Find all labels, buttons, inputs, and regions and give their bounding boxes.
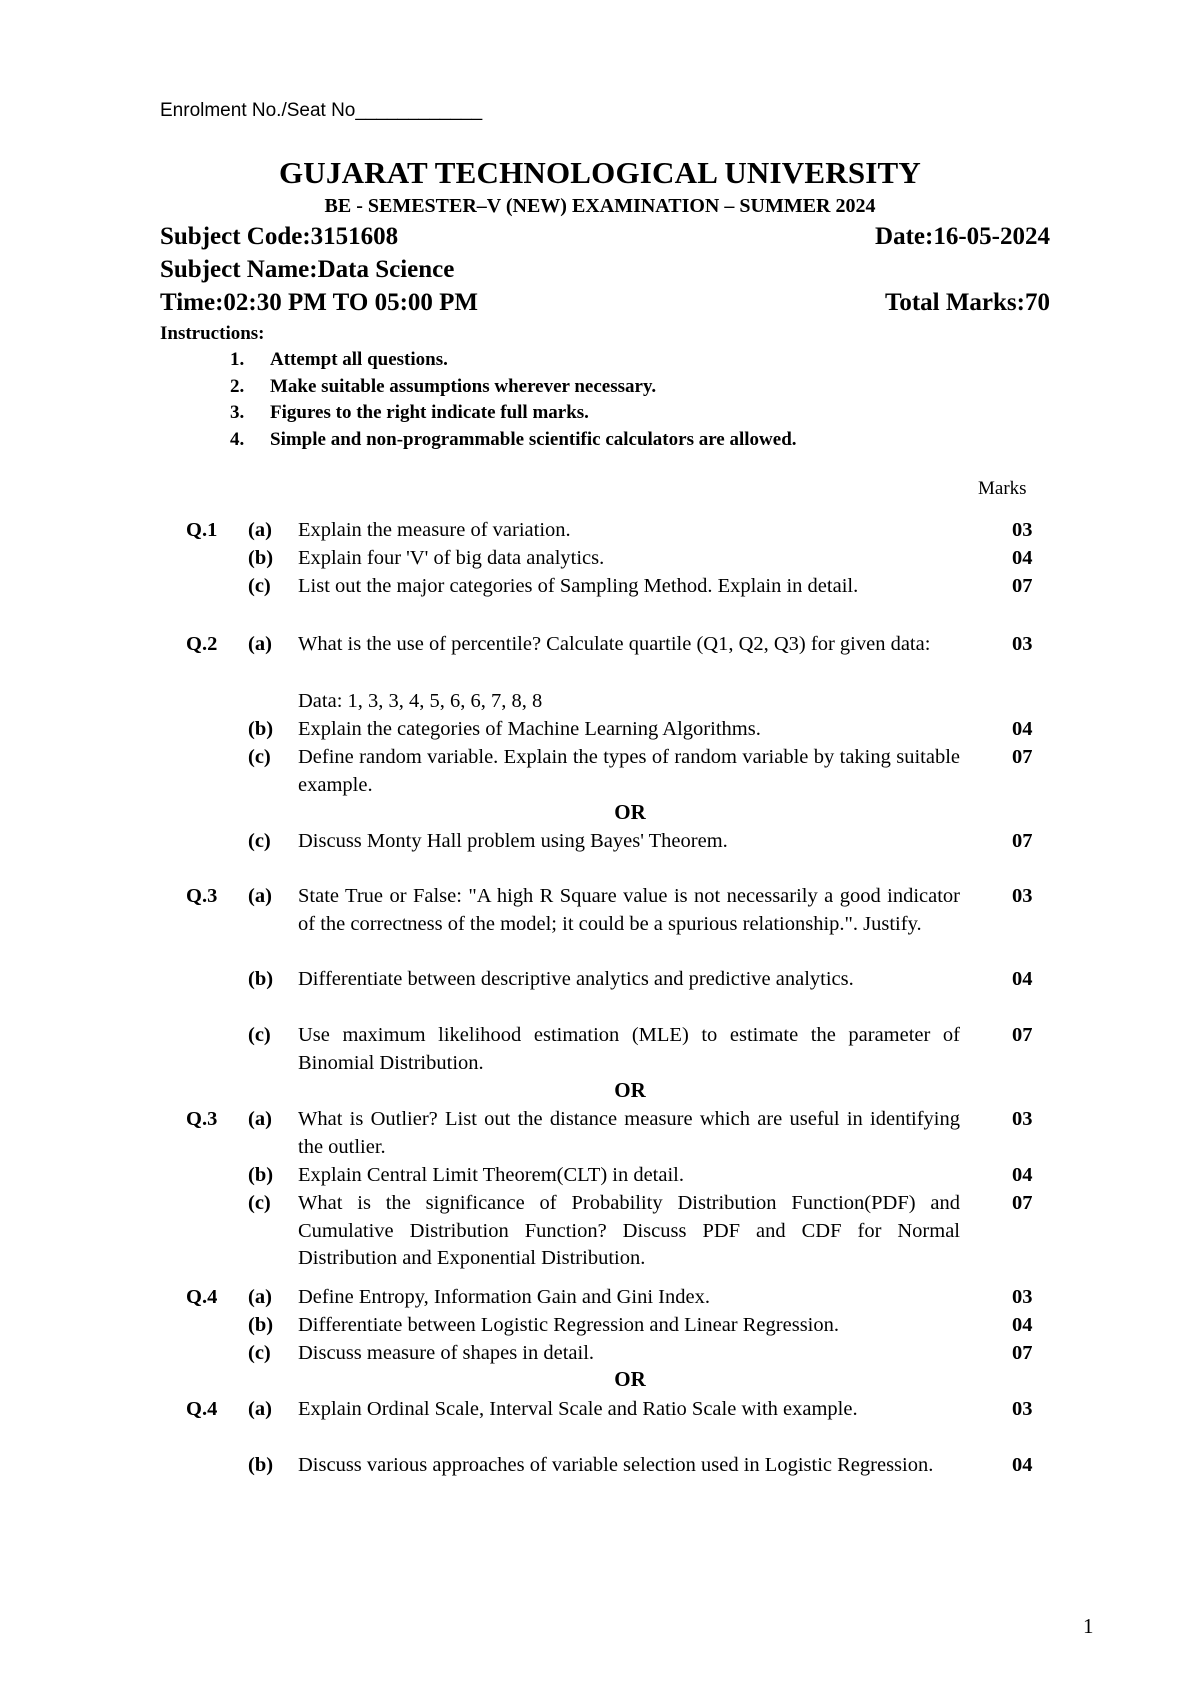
instruction-item: 3. Figures to the right indicate full marks. [230,402,589,423]
instruction-item: 1. Attempt all questions. [230,349,448,370]
subject-name-row [160,256,1050,284]
enrolment-line: Enrolment No./Seat No____________ [160,100,483,121]
exam-page: Enrolment No./Seat No____________ GUJARAT TECHNOLOGICAL UNIVERSITY BE - SEMESTER–V (NEW) EXAMINATION – SUMMER 2024 Subject Code:3151608 Date:16-05-2024 Subject Name:Data Science Time:02:30 PM TO 05:00 PM Total Marks:70 Instructions: 1. Attempt all questions. 2. Make suitable assumptions wherever necessary. 3. Figures to the right indicate full marks. 4. Simple and non-programmable scientific calculators are allowed. Marks Q.1 (a) Explain the measure of variation. 03 (b) Explain four 'V' of big data analytics. 04 (c) List out the major categories of Sampling Method. Explain in detail. 07 Q.2 (a) What is the use of percentile? Calculate quartile (Q1, Q2, Q3) for given data: 03 Data: 1, 3, 3, 4, 5, 6, 6, 7, 8, 8 (b) Explain the categories of Machine Learning Algorithms. 04 (c) Define random variable. Explain the types of random variable by taking suitable example. 07 OR (c) Discuss Monty Hall problem using Bayes' Theorem. 07 Q.3 (a) State True or False: "A high R Square value is not necessarily a good indicator of the correctness of the model; it could be a spurious relationship.". Justify. 03 (b) Differentiate between descriptive analytics and predictive analytics. 04 (c) Use maximum likelihood estimation (MLE) to estimate the parameter of Binomial Distribution. 07 OR Q.3 (a) What is Outlier? List out the distance measure which are useful in identifying the outlier. 03 (b) Explain Central Limit Theorem(CLT) in detail. 04 (c) What is the significance of Probability Distribution Function(PDF) and Cumulative Distribution Function? Discuss PDF and CDF for Normal Distribution and Exponential Distribution. 07 Q.4 (a) Define Entropy, Information Gain and Gini Index. 03 (b) Differentiate between Logistic Regression and Linear Regression. 04 (c) Discuss measure of shapes in detail. 07 OR Q.4 (a) Explain Ordinal Scale, Interval Scale and Ratio Scale with example. 03 (b) Discuss various approaches of variable selection used in Logistic Regression. 04 1 [0,0,1200,1696]
subject-code-row [160,223,1050,251]
or-separator: OR [614,1367,646,1391]
exam-time: Time:02:30 PM TO 05:00 PM [160,289,479,316]
exam-date: Date:16-05-2024 [875,223,1050,250]
subject-name: Subject Name:Data Science [160,256,455,283]
marks-column-header: Marks [978,478,1027,499]
instructions-title: Instructions: [160,323,265,344]
instruction-item: 2. Make suitable assumptions wherever necessary. [230,375,657,397]
time-row [160,289,1050,317]
instructions-list [230,349,797,455]
or-separator: OR [614,800,646,824]
total-marks: Total Marks:70 [884,289,1050,316]
exam-title: BE - SEMESTER–V (NEW) EXAMINATION – SUMMER 2024 [324,195,876,217]
or-separator: OR [614,1078,646,1102]
university-title: GUJARAT TECHNOLOGICAL UNIVERSITY [278,155,922,190]
instruction-item: 4. Simple and non-programmable scientific calculators are allowed. [230,428,797,450]
page-number: 1 [1083,1614,1094,1638]
subject-code: Subject Code:3151608 [160,223,399,250]
